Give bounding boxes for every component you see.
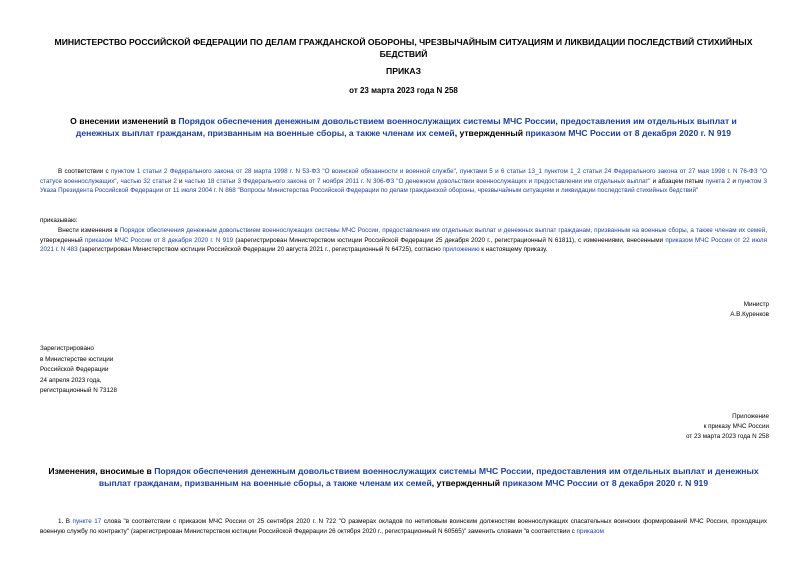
- point-17-link[interactable]: пункте 17: [72, 518, 102, 525]
- text: Изменения, вносимые в: [48, 466, 155, 476]
- registration-line: Российской Федерации: [40, 366, 109, 373]
- appendix-block: [686, 412, 769, 442]
- appendix-line: от 23 марта 2023 года N 258: [685, 433, 769, 440]
- appendix-line: Приложение: [732, 413, 769, 420]
- law-306fz-part18-link[interactable]: частью 18 статьи 3 Федерального закона от 7 ноября 2011 г. N 306-ФЗ "О денежном довольствии военнослужащих и предоставлении им отдельных выплат": [184, 177, 651, 185]
- signer-title: Министр: [743, 301, 769, 308]
- order-919-link[interactable]: приказом МЧС России от 8 декабря 2020 г. N 919: [525, 128, 732, 138]
- order-paragraph: [40, 226, 767, 255]
- text: и: [730, 177, 738, 185]
- procedure-link[interactable]: Порядок обеспечения денежным довольствием военнослужащих системы МЧС России, предоставления им отдельных выплат и денежных выплат гражданам, призванным на военные сборы, а также членам их семей: [98, 466, 759, 488]
- subject-text: , утвержденный: [454, 128, 526, 138]
- decree-868-link[interactable]: пунктом 3 Указа Президента Российской Федерации от 11 июля 2004 г. N 868 "Вопросы Министерства Российской Федерации по делам гражданской обороны, чрезвычайным ситуациям и ликвидации последствий стихийных бедствий": [40, 177, 767, 194]
- text: ,: [455, 168, 460, 175]
- text: Внести изменения в: [58, 227, 120, 234]
- text: и абзацем пятым: [650, 177, 706, 185]
- ministry-name: МИНИСТЕРСТВО РОССИЙСКОЙ ФЕДЕРАЦИИ ПО ДЕЛАМ ГРАЖДАНСКОЙ ОБОРОНЫ, ЧРЕЗВЫЧАЙНЫМ СИТУАЦИЯМ И ЛИКВИДАЦИИ ПОСЛЕДСТВИЙ СТИХИЙНЫХ БЕДСТВИЙ: [54, 37, 753, 59]
- registration-line: 24 апреля 2023 года,: [40, 376, 102, 384]
- appendix-link[interactable]: приложению: [442, 246, 480, 253]
- order-word: приказываю:: [40, 217, 78, 224]
- text: ,: [116, 177, 121, 185]
- order-link[interactable]: приказом: [576, 527, 604, 535]
- text: , утвержденный: [431, 478, 503, 488]
- text: и: [176, 177, 185, 185]
- text: к настоящему приказу.: [479, 246, 548, 253]
- text: (зарегистрирован Министерством юстиции Российской Федерации 25 декабря 2020 г., регистрационный N 61811), с изменениями, внесенными: [233, 236, 666, 244]
- decree-point2-link[interactable]: пункта 2: [705, 177, 731, 185]
- procedure-link[interactable]: Порядок обеспечения денежным довольствием военнослужащих системы МЧС России, предоставления им отдельных выплат и денежных выплат гражданам, призванным на военные сборы, а также членам их семей: [119, 227, 766, 234]
- registration-line: регистрационный N 73128: [40, 387, 118, 394]
- change-item-1: [40, 517, 767, 536]
- order-919-link[interactable]: приказом МЧС России от 8 декабря 2020 г. N 919: [84, 236, 234, 244]
- law-306fz-part32-link[interactable]: частью 32 статьи 2: [120, 177, 177, 185]
- registration-line: в Министерстве юстиции: [40, 355, 114, 363]
- text: 1. В: [58, 518, 73, 525]
- registration-block: [40, 344, 117, 397]
- signer-name: А.В.Куренков: [730, 311, 769, 318]
- preamble-paragraph: [40, 167, 767, 196]
- document-type: ПРИКАЗ: [386, 66, 421, 76]
- text: слова "в соответствии с приказом МЧС России от 25 сентября 2020 г. N 722 "О размерах окладов по нетиповым воинским должностям военнослужащих спасательных воинских формирований МЧС России, проходящих военную службу по контракту" (зарегистрирован Министерством юстиции Российской Федерации 26 октября 2020 г., регистрационный N 60565)" заменить словами "в соответствии с: [40, 518, 768, 535]
- order-919-link[interactable]: приказом МЧС России от 8 декабря 2020 г. N 919: [502, 478, 709, 488]
- order-date-number: от 23 марта 2023 года N 258: [349, 86, 458, 95]
- text: (зарегистрирован Министерством юстиции Российской Федерации 20 августа 2021 г., регистрационный N 64725), согласно: [77, 246, 443, 253]
- law-53fz-link[interactable]: пунктом 1 статьи 2 Федерального закона от 28 марта 1998 г. N 53-ФЗ "О воинской обязанности и военной службе": [111, 168, 456, 175]
- order-subject: [52, 115, 755, 139]
- changes-title: [40, 465, 767, 489]
- text: В соответствии с: [58, 168, 112, 175]
- registration-line: Зарегистрировано: [40, 345, 94, 352]
- subject-text: О внесении изменений в: [70, 116, 179, 126]
- order-483-link[interactable]: приказом МЧС России от 22 июля 2021 г. N 483: [40, 236, 767, 253]
- appendix-line: к приказу МЧС России: [703, 423, 769, 430]
- law-76fz-art24-link[interactable]: пунктом 1_2 статьи 24 Федерального закона от 27 мая 1998 г. N 76-ФЗ "О статусе военнослужащих": [40, 168, 768, 185]
- law-76fz-art13-link[interactable]: пунктами 5 и 6 статьи 13_1: [459, 168, 543, 175]
- text: , утвержденный: [40, 227, 767, 244]
- signature-block: [730, 300, 769, 320]
- procedure-link[interactable]: Порядок обеспечения денежным довольствием военнослужащих системы МЧС России, предоставления им отдельных выплат и денежных выплат гражданам, призванным на военные сборы, а также членам их семей: [75, 116, 737, 138]
